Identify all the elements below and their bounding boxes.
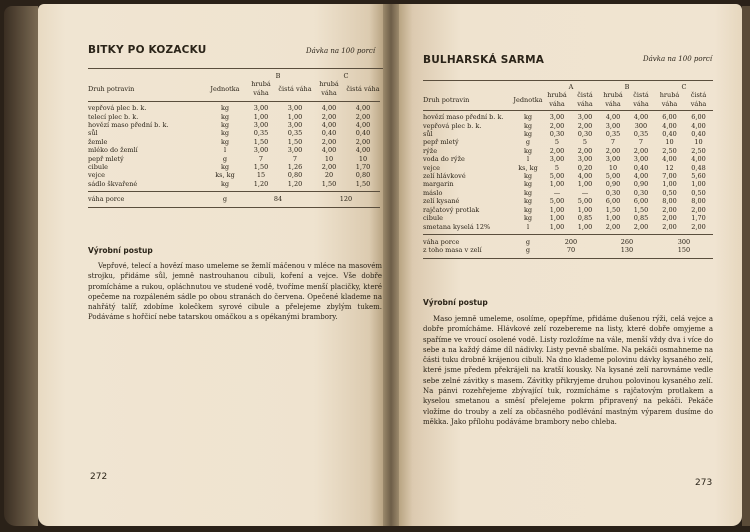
table-row: sádlo škvařené kg 1,20 1,20 1,50 1,50 (88, 179, 371, 188)
page-right (399, 4, 742, 526)
portion-row: z toho masa v zelí g 70 130 150 (423, 246, 691, 255)
col-group-c: C (681, 83, 687, 91)
col-group-b: B (624, 83, 630, 91)
procedure-text: Maso jemně umeleme, osolíme, opepříme, přidáme dušenou rýži, celá vejce a dobře promícháme. Hlávkové zelí rozebereme na listy, které dobře omyjeme a spaříme ve vroucí osolené vodě. Listy rozložíme na vále, menší vždy dva i více do sebe a na každý dáme díl nádivky. Listy pevně sbalíme. Na pekáči osmahneme na části tuku drobně krájenou cibuli. Na dno klademe polovinu dávky kysaného zelí, které jsme předem překrájeli na kratší kousky. Na kysané zelí narovnáme vedle sebe zelné závitky s masem. Závitky přikryjeme druhou polovinou kysaného zelí. Na pánvi rozehřejeme zbývající tuk, rozmícháme s rajčatovým protlakem a kyselou smetanou a směsí přelejeme pokrm připravený na pekáči. Pekáče vložíme do trouby a zelí za občasného podlévání mastným výparem dusíme do měkka. Jako přílohu podáváme brambory nebo chleba. (423, 315, 713, 426)
recipe-title: BULHARSKÁ SARMA (423, 54, 545, 66)
book-cover-edge (4, 6, 38, 526)
table-row: hovězí maso přední b. k. kg 3,00 3,00 4,00 4,00 6,00 6,00 (423, 113, 706, 122)
table-row: smetana kyselá 12% l 1,00 1,00 2,00 2,00 2,00 2,00 (423, 222, 706, 231)
table-row: sůl kg 0,35 0,35 0,40 0,40 (88, 129, 371, 138)
header-net: čistá váha (577, 91, 593, 108)
table-row: vejce ks, kg 15 0,80 20 0,80 (88, 171, 371, 180)
table-row: vepřová plec b. k. kg 2,00 2,00 3,00 300 4,00 4,00 (423, 121, 706, 130)
header-gross: hrubá váha (319, 80, 339, 97)
portion-note: Dávka na 100 porcí (306, 47, 376, 55)
table-row: margarin kg 1,00 1,00 0,90 0,90 1,00 1,00 (423, 180, 706, 189)
col-group-c: C (343, 72, 349, 80)
ingredient-table (88, 72, 380, 208)
header-unit: Jednotka (210, 84, 240, 93)
header-net: čistá váha (633, 91, 649, 108)
portion-row: váha porce g 84 120 (88, 195, 353, 204)
book-gutter (383, 4, 399, 526)
header-gross: hrubá váha (659, 91, 680, 108)
header-unit: Jednotka (513, 95, 543, 104)
table-row: hovězí maso přední b. k. kg 3,00 3,00 4,00 4,00 (88, 121, 371, 130)
portion-note: Dávka na 100 porcí (643, 55, 713, 63)
recipe-title: BITKY PO KOZACKU (88, 44, 207, 56)
table-row: cibule kg 1,00 0,85 1,00 0,85 2,00 1,70 (423, 214, 706, 223)
section-title: Výrobní postup (423, 298, 488, 307)
table-row: vepřová plec b. k. kg 3,00 3,00 4,00 4,00 (88, 104, 371, 113)
procedure-text: Vepřové, telecí a hovězí maso umeleme se žemlí máčenou v mléce na masovém strojku, přidáme sůl, jemně nastrouhanou cibuli, koření a vejce. Vše dobře promícháme a rukou, opláchnutou ve studené vodě, tvoříme menší placičky, které opečeme na rozpáleném sádle po obou stranách do červena. Opečené klademe na nahřátý talíř, zdobíme kolečkem syrové cibule a přelejeme zbylým tukem. Podáváme s hořčicí nebe tatarskou omáčkou a s opékanými brambory. (88, 262, 382, 322)
header-net: čistá váha (690, 91, 707, 108)
portion-row: váha porce g 200 260 300 (423, 237, 691, 246)
header-net: čistá váha (346, 84, 380, 93)
table-top-rule (88, 68, 383, 69)
section-title: Výrobní postup (88, 246, 153, 255)
table-row: rajčatový protlak kg 1,00 1,00 1,50 1,50 2,00 2,00 (423, 205, 706, 214)
table-row: pepř mletý g 5 5 7 7 10 10 (423, 138, 703, 147)
table-row: pepř mletý g 7 7 10 10 (88, 154, 368, 163)
header-ingredient: Druh potravin (423, 95, 470, 104)
table-row: rýže kg 2,00 2,00 2,00 2,00 2,50 2,50 (423, 146, 706, 155)
table-row: telecí plec b. k. kg 1,00 1,00 2,00 2,00 (88, 112, 371, 121)
table-row: žemle kg 1,50 1,50 2,00 2,00 (88, 137, 371, 146)
book-cover-edge-right (742, 6, 750, 526)
page-number: 273 (695, 478, 713, 488)
table-row: sůl kg 0,30 0,30 0,35 0,35 0,40 0,40 (423, 130, 706, 139)
ingredient-table (423, 83, 713, 259)
header-gross: hrubá váha (547, 91, 567, 108)
header-gross: hrubá váha (251, 80, 271, 97)
col-group-b: B (275, 72, 281, 80)
header-net: čistá váha (278, 84, 312, 93)
table-row: cibule kg 1,50 1,26 2,00 1,70 (88, 163, 371, 172)
page-left (38, 4, 383, 526)
table-top-rule (423, 80, 713, 81)
table-row: máslo kg — — 0,30 0,30 0,50 0,50 (423, 188, 706, 197)
header-gross: hrubá váha (603, 91, 623, 108)
table-row: zelí hlávkové kg 5,00 4,00 5,00 4,00 7,00 5,60 (423, 172, 706, 181)
table-row: voda do rýže l 3,00 3,00 3,00 3,00 4,00 4,00 (423, 155, 706, 164)
col-group-a: A (568, 83, 574, 91)
table-row: vejce ks, kg 5 0,20 10 0,40 12 0,48 (423, 163, 706, 172)
table-row: zelí kysané kg 5,00 5,00 6,00 6,00 8,00 8,00 (423, 197, 706, 206)
table-row: mléko do žemlí l 3,00 3,00 4,00 4,00 (88, 146, 371, 155)
header-ingredient: Druh potravin (88, 84, 135, 93)
page-number: 272 (90, 472, 108, 482)
